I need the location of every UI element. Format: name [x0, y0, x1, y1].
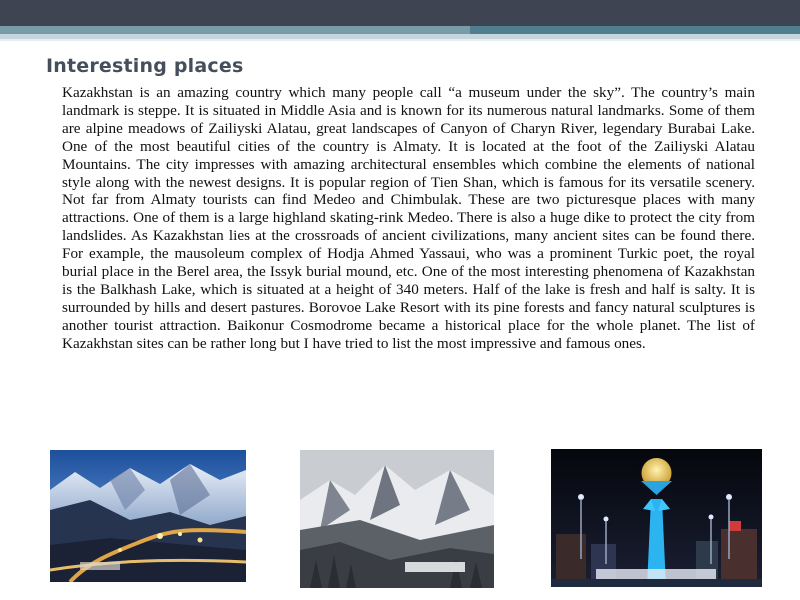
medeo-photo	[50, 450, 246, 582]
mountains-photo	[300, 450, 494, 588]
header-band	[0, 0, 800, 26]
header-accent-stripe	[470, 26, 800, 34]
slide-body-text: Kazakhstan is an amazing country which many people call “a museum under the sky”. The country’s main landmark is steppe. It is situated in Middle Asia and is known for its numerous natural landmarks. Some of them are alpine meadows of Zailiyski Alatau, great landscapes of Canyon of Charyn River, legendary Burabai Lake. One of the most beautiful cities of the country is Almaty. It is located at the foot of the Zailiyski Alatau Mountains. The city impresses with amazing architectural ensembles which combine the elements of national style along with the newest designs. It is popular region of Tien Shan, which is famous for its versatile scenery. Not far from Almaty tourists can find Medeo and Chimbulak. These are two picturesque places with many attractions. One of them is a large highland skating-rink Medeo. There is also a huge dike to protect the city from landslides. As Kazakhstan lies at the crossroads of ancient civilizations, many ancient sites can be found there. For example, the mausoleum complex of Hodja Ahmed Yassaui, who was a prominent Turkic poet, the royal burial place in the Berel area, the Issyk burial mound, etc. One of the most interesting phenomena of Kazakhstan is the Balkhash Lake, which is situated at a height of 340 meters. Half of the lake is fresh and half is salty. It is surrounded by hills and desert pastures. Borovoe Lake Resort with its pine forests and fancy natural sculptures is another tourist attraction. Baikonur Cosmodrome became a historical place for the whole planet. The list of Kazakhstan sites can be rather long but I have tried to list the most impressive and famous ones.	[62, 84, 755, 352]
slide-title: Interesting places	[46, 55, 244, 77]
header-stripe-lighter	[0, 39, 800, 41]
baiterek-tower-photo	[551, 449, 762, 587]
